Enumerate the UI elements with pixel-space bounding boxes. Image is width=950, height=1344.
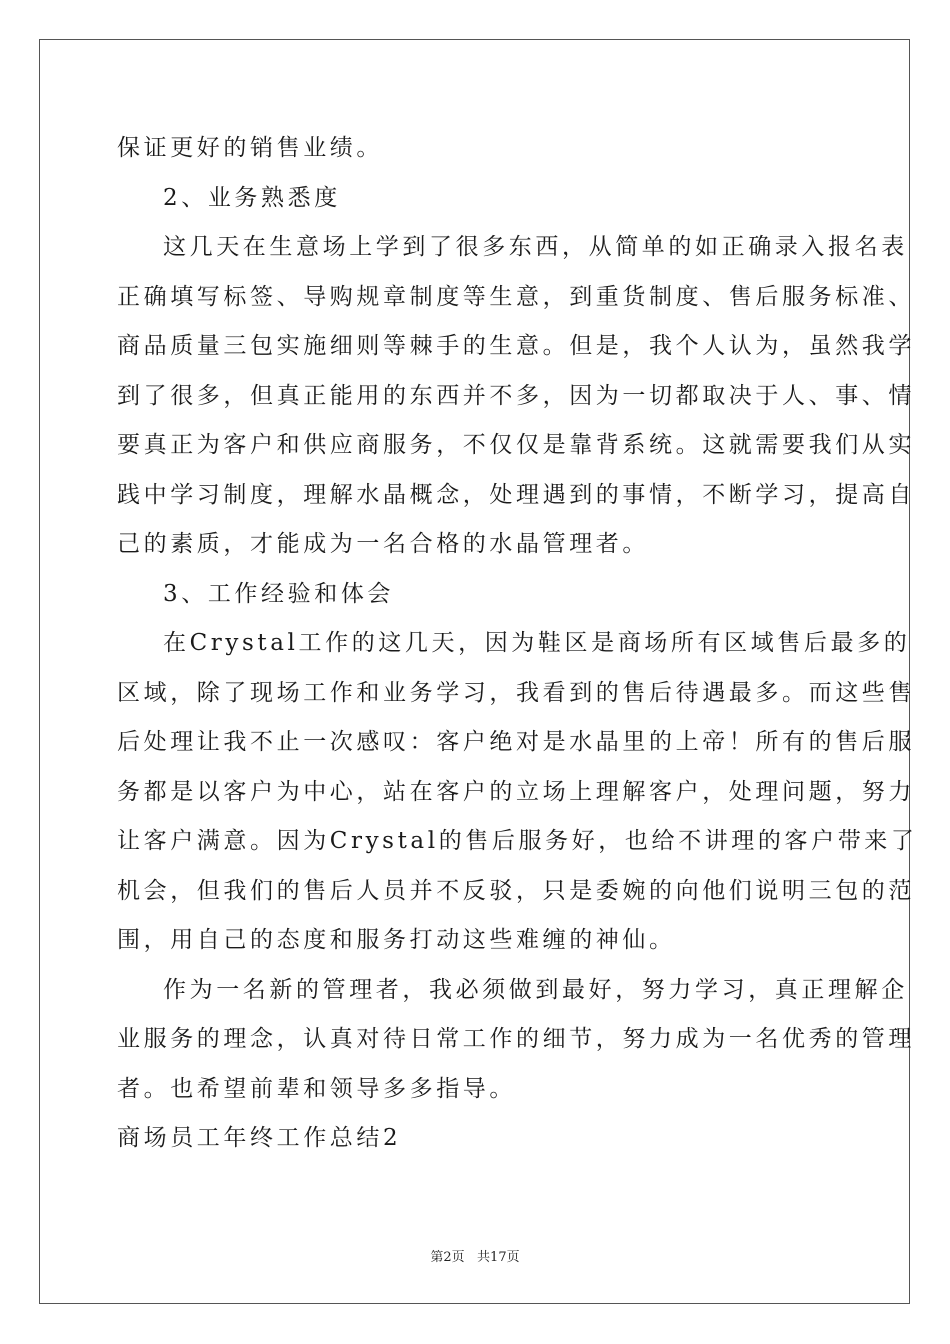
text-line: 要真正为客户和供应商服务，不仅仅是靠背系统。这就需要我们从实 — [117, 432, 915, 458]
page-number: 第2页 共17页 — [430, 1250, 520, 1265]
text-line: 区域，除了现场工作和业务学习，我看到的售后待遇最多。而这些售 — [117, 679, 915, 706]
text-line: 机会，但我们的售后人员并不反驳，只是委婉的向他们说明三包的范 — [117, 877, 915, 904]
text-line: 围，用自己的态度和服务打动这些难缠的神仙。 — [117, 927, 676, 953]
text-line: 这几天在生意场上学到了很多东西，从简单的如正确录入报名表 — [163, 234, 908, 260]
text-line: 保证更好的销售业绩。 — [117, 135, 383, 161]
text-line: 3、工作经验和体会 — [163, 580, 395, 607]
text-line: 后处理让我不止一次感叹：客户绝对是水晶里的上帝！所有的售后服 — [117, 729, 915, 755]
text-line: 2、业务熟悉度 — [163, 184, 341, 211]
text-line: 业服务的理念，认真对待日常工作的细节，努力成为一名优秀的管理 — [117, 1026, 915, 1052]
text-line: 让客户满意。因为Crystal的售后服务好，也给不讲理的客户带来了 — [117, 828, 918, 854]
page-footer — [0, 1248, 950, 1268]
text-line: 在Crystal工作的这几天，因为鞋区是商场所有区域售后最多的 — [163, 630, 911, 656]
document-body — [117, 124, 918, 1164]
text-line: 商场员工年终工作总结2 — [117, 1125, 402, 1151]
text-line: 践中学习制度，理解水晶概念，处理遇到的事情，不断学习，提高自 — [117, 481, 915, 508]
text-line: 务都是以客户为中心，站在客户的立场上理解客户，处理问题，努力 — [117, 778, 915, 805]
text-line: 作为一名新的管理者，我必须做到最好，努力学习，真正理解企 — [163, 976, 908, 1003]
text-line: 到了很多，但真正能用的东西并不多，因为一切都取决于人、事、情 — [117, 382, 915, 409]
text-line: 己的素质，才能成为一名合格的水晶管理者。 — [117, 531, 649, 557]
text-line: 者。也希望前辈和领导多多指导。 — [117, 1075, 516, 1102]
text-line: 正确填写标签、导购规章制度等生意，到重货制度、售后服务标准、 — [117, 283, 915, 310]
text-line: 商品质量三包实施细则等棘手的生意。但是，我个人认为，虽然我学 — [117, 333, 915, 359]
